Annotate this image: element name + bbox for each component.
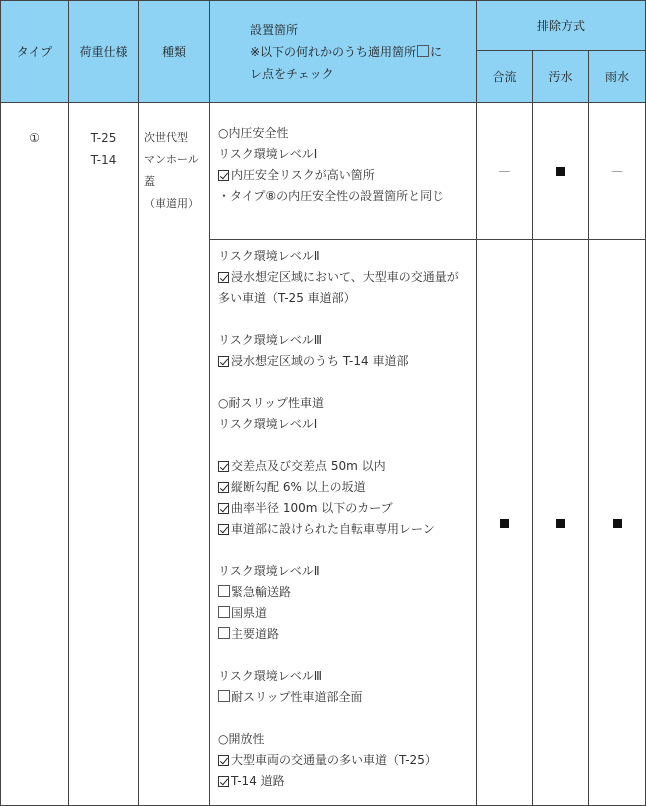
block2-slip-resistance: ○耐スリップ性車道	[218, 396, 324, 410]
checked-icon	[218, 503, 229, 514]
block2-item-intersection: 交差点及び交差点 50m 以内	[218, 456, 476, 477]
block1-conditions	[210, 103, 477, 240]
block2-item-slope: 縦断勾配 6% 以上の坂道	[218, 477, 476, 498]
block2-item-heavy-traffic: 大型車両の交通量の多い車道（T-25）	[218, 750, 476, 771]
header-kind: 種類	[139, 1, 210, 103]
filled-square-icon	[556, 519, 565, 528]
block2-item-t14-road: T-14 道路	[218, 771, 476, 792]
block2-item-bike-lane: 車道部に設けられた自転車専用レーン	[218, 519, 476, 540]
checked-icon	[218, 482, 229, 493]
block2-item-flood-heavy-cont: 多い車道（T-25 車道部）	[218, 291, 356, 305]
header-rain: 雨水	[589, 51, 646, 103]
load-t25: T-25	[90, 131, 117, 145]
block1-rain-mark: —	[589, 103, 646, 240]
header-location-title: 設置箇所	[250, 22, 299, 37]
block1-risk-level-1: リスク環境レベルⅠ	[218, 147, 318, 161]
block2-conditions	[210, 240, 477, 806]
block2-risk-level-2: リスク環境レベルⅡ	[218, 249, 320, 263]
header-drainage: 排除方式	[477, 1, 646, 51]
checked-icon	[218, 170, 229, 181]
block2-openness: ○開放性	[218, 732, 265, 746]
row-type: ①	[1, 103, 69, 806]
block2-rain-mark	[589, 240, 646, 806]
checked-icon	[218, 461, 229, 472]
header-load-spec: 荷重仕様	[69, 1, 139, 103]
block2-item-main-road: 主要道路	[218, 624, 476, 645]
header-type: タイプ	[1, 1, 69, 103]
block1-note: ・タイプ⑧の内圧安全性の設置箇所と同じ	[218, 189, 445, 203]
block2-item-curve: 曲率半径 100m 以下のカーブ	[218, 498, 476, 519]
block2-item-flood-t14: 浸水想定区域のうち T-14 車道部	[218, 351, 476, 372]
checked-icon	[218, 776, 229, 787]
row-kind	[139, 103, 210, 806]
checkbox-sample-icon	[417, 45, 429, 57]
block1-sewage-mark	[533, 103, 589, 240]
checked-icon	[218, 356, 229, 367]
header-location	[210, 1, 477, 103]
row-load-spec	[69, 103, 139, 806]
block2-item-emergency-route: 緊急輸送路	[218, 582, 476, 603]
block1-item-high-risk: 内圧安全リスクが高い箇所	[218, 165, 476, 186]
checked-icon	[218, 524, 229, 535]
unchecked-box-icon	[218, 690, 230, 702]
header-combined: 合流	[477, 51, 533, 103]
checked-icon	[218, 272, 229, 283]
block1-internal-pressure: ○内圧安全性	[218, 126, 289, 140]
checked-icon	[218, 755, 229, 766]
block2-sewage-mark	[533, 240, 589, 806]
unchecked-box-icon	[218, 585, 230, 597]
block1-combined-mark: —	[477, 103, 533, 240]
header-location-note: ※以下の何れかのうち適用箇所 に	[250, 44, 443, 59]
block2-item-slip-all: 耐スリップ性車道部全面	[218, 687, 476, 708]
block2-risk-level-3: リスク環境レベルⅢ	[218, 333, 323, 347]
filled-square-icon	[613, 519, 622, 528]
load-t14: T-14	[90, 153, 117, 167]
block2-item-national-road: 国県道	[218, 603, 476, 624]
block2-slip-risk-level-2: リスク環境レベルⅡ	[218, 564, 320, 578]
unchecked-box-icon	[218, 606, 230, 618]
block2-slip-risk-level-3: リスク環境レベルⅢ	[218, 669, 323, 683]
filled-square-icon	[556, 167, 565, 176]
kind-line-3: （車道用）	[144, 197, 199, 210]
header-location-note-2: レ点をチェック	[250, 66, 334, 81]
kind-line-1: 次世代型	[144, 131, 188, 144]
header-sewage: 汚水	[533, 51, 589, 103]
block2-item-flood-heavy: 浸水想定区域において、大型車の交通量が	[218, 267, 476, 288]
block2-combined-mark	[477, 240, 533, 806]
block2-slip-risk-level-1: リスク環境レベルⅠ	[218, 417, 318, 431]
kind-line-2: マンホール蓋	[144, 153, 199, 188]
filled-square-icon	[500, 519, 509, 528]
unchecked-box-icon	[218, 627, 230, 639]
